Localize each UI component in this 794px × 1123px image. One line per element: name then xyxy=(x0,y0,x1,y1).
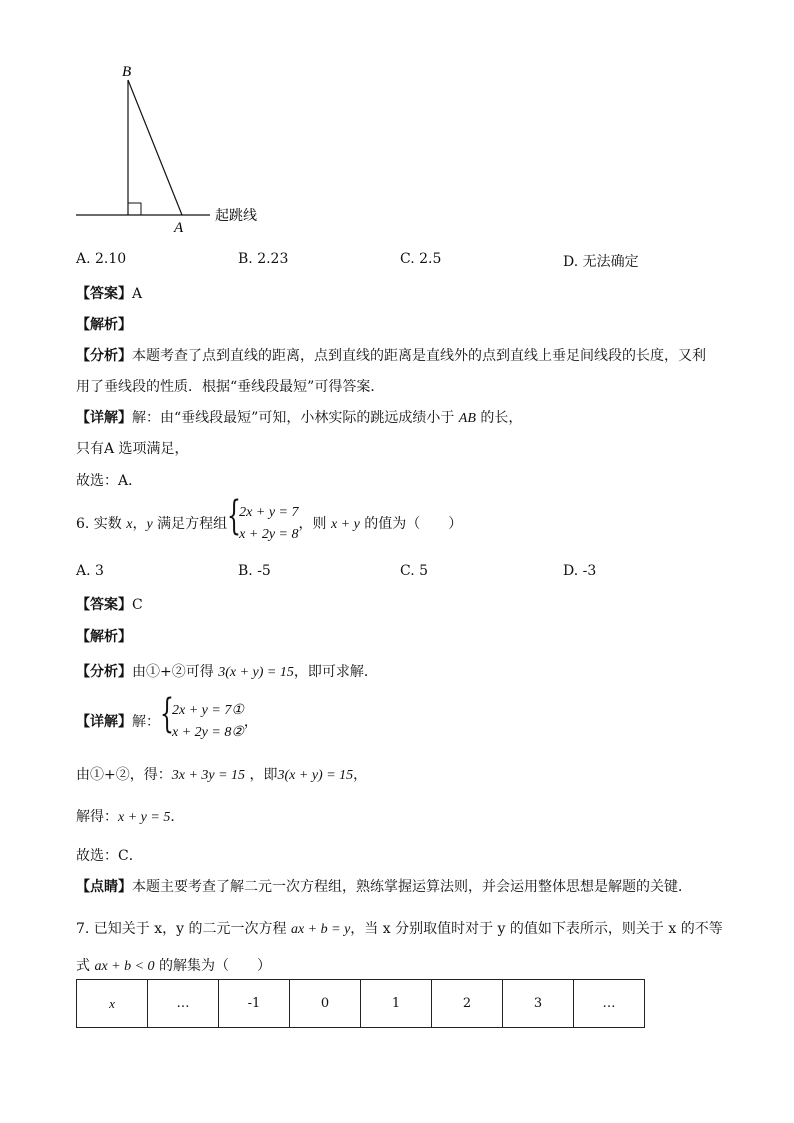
q6-stem-after: ，则 xyxy=(298,516,331,532)
q6-eq1: 2x + y = 7 xyxy=(239,505,299,520)
q5-fenxi-line2: 用了垂线段的性质．根据“垂线段最短”可得答案． xyxy=(76,379,385,395)
answer-value: A xyxy=(132,286,143,302)
q7-stem-a: 7. 已知关于 x，y 的二元一次方程 xyxy=(76,921,291,937)
fenxi-text: 本题考查了点到直线的距离，点到直线的距离是直线外的点到直线上垂足间线段的长度，又利 xyxy=(132,348,706,364)
q5-line3: 故选：A． xyxy=(76,473,143,489)
q6-system xyxy=(227,493,299,546)
q6-detail-system xyxy=(160,691,244,744)
q6-expr: x + y xyxy=(330,517,360,532)
q6-detail-eq2: x + 2y = 8② xyxy=(172,725,244,740)
detail-text: 解：由“垂线段最短”可知，小林实际的跳远成绩小于 xyxy=(132,410,459,426)
q6-detail xyxy=(76,691,258,744)
q6-option-c: C. 5 xyxy=(400,563,429,579)
answer-tag: 【答案】 xyxy=(76,286,132,302)
q6-stem-end: 的值为（ ） xyxy=(359,516,463,532)
line-caption: 起跳线 xyxy=(215,208,257,224)
q7-value-table xyxy=(76,979,645,1028)
detail-pre: 解： xyxy=(132,714,160,730)
table-cell: x xyxy=(77,980,148,1028)
q6-stem-mid: 满足方程组 xyxy=(152,516,228,532)
q5-fenxi-line1 xyxy=(76,345,706,365)
q5-option-a: A. 2.10 xyxy=(76,251,127,267)
detail-ab: AB xyxy=(458,411,476,426)
q7-stem-c: 式 xyxy=(76,958,95,974)
q6-option-a: A. 3 xyxy=(76,563,104,579)
q7-stem-line2 xyxy=(76,955,271,975)
var-x: x xyxy=(126,517,133,532)
q5-option-c: C. 2.5 xyxy=(400,251,442,267)
q6-step3: 故选：C． xyxy=(76,848,143,864)
label-a: A xyxy=(174,220,184,236)
table-cell: -1 xyxy=(219,980,290,1028)
table-cell: 3 xyxy=(503,980,574,1028)
table-cell: … xyxy=(574,980,645,1028)
q6-option-d: D. -3 xyxy=(563,563,597,579)
q7-stem-eq: ax + b = y xyxy=(290,922,351,937)
step1-mid: ，即 xyxy=(245,767,278,783)
right-angle-mark xyxy=(128,203,141,215)
q6-answer xyxy=(76,594,143,614)
q6-step1 xyxy=(76,764,367,784)
fenxi-tag: 【分析】 xyxy=(76,664,132,680)
step2-end: ． xyxy=(170,809,185,825)
q7-stem-b: ，当 x 分别取值时对于 y 的值如下表所示，则关于 x 的不等 xyxy=(350,921,723,937)
q5-option-b: B. 2.23 xyxy=(238,251,289,267)
detail-tag: 【详解】 xyxy=(76,714,132,730)
q7-stem-ineq: ax + b < 0 xyxy=(94,959,155,974)
step1-eq: 3x + 3y = 15 xyxy=(171,768,246,783)
q7-stem-d: 的解集为（ ） xyxy=(154,958,272,974)
q6-comma: ， xyxy=(132,516,147,532)
fenxi-pre: 由①+②可得 xyxy=(132,664,219,680)
table-cell: … xyxy=(148,980,219,1028)
q6-analysis-tag: 【解析】 xyxy=(76,629,132,645)
step2-eq: x + y = 5 xyxy=(118,810,171,825)
step1-end: ， xyxy=(353,767,368,783)
step1-eq2: 3(x + y) = 15 xyxy=(277,768,354,783)
q6-fenxi xyxy=(76,661,378,681)
table-cell: 2 xyxy=(432,980,503,1028)
brace-icon: { xyxy=(227,493,242,539)
q6-stem-pre: 6. 实数 xyxy=(76,516,127,532)
q5-analysis-tag: 【解析】 xyxy=(76,317,132,333)
q5-option-d: D. 无法确定 xyxy=(563,254,639,270)
q6-stem xyxy=(76,493,463,546)
table-cell: 0 xyxy=(290,980,361,1028)
q6-option-b: B. -5 xyxy=(238,563,271,579)
var-y: y xyxy=(146,517,153,532)
table-cell: 1 xyxy=(361,980,432,1028)
answer-value: C xyxy=(132,597,143,613)
detail-tail: 的长， xyxy=(475,410,523,426)
fenxi-eq: 3(x + y) = 15 xyxy=(218,665,294,680)
comment-text: 本题主要考查了解二元一次方程组，熟练掌握运算法则，并会运用整体思想是解题的关键． xyxy=(132,879,692,895)
perpendicular-figure xyxy=(70,60,290,240)
q5-line2: 只有A 选项满足， xyxy=(76,441,189,457)
table-row xyxy=(77,980,645,1028)
fenxi-post: ，即可求解． xyxy=(293,664,378,680)
comment-tag: 【点睛】 xyxy=(76,879,132,895)
step2-pre: 解得： xyxy=(76,809,118,825)
detail-post: ， xyxy=(243,714,258,730)
detail-tag: 【详解】 xyxy=(76,410,132,426)
fenxi-tag: 【分析】 xyxy=(76,348,132,364)
brace-icon: { xyxy=(160,691,174,737)
q5-detail xyxy=(76,407,522,427)
step1-pre: 由①+②，得： xyxy=(76,767,172,783)
q6-detail-eq1: 2x + y = 7① xyxy=(172,703,244,718)
q6-comment xyxy=(76,876,692,896)
q5-answer xyxy=(76,283,142,303)
q7-stem-line1 xyxy=(76,918,723,938)
q6-eq2: x + 2y = 8 xyxy=(239,527,299,542)
label-b: B xyxy=(122,64,132,80)
segment-ab xyxy=(128,80,182,215)
answer-tag: 【答案】 xyxy=(76,597,132,613)
q6-step2 xyxy=(76,806,184,826)
